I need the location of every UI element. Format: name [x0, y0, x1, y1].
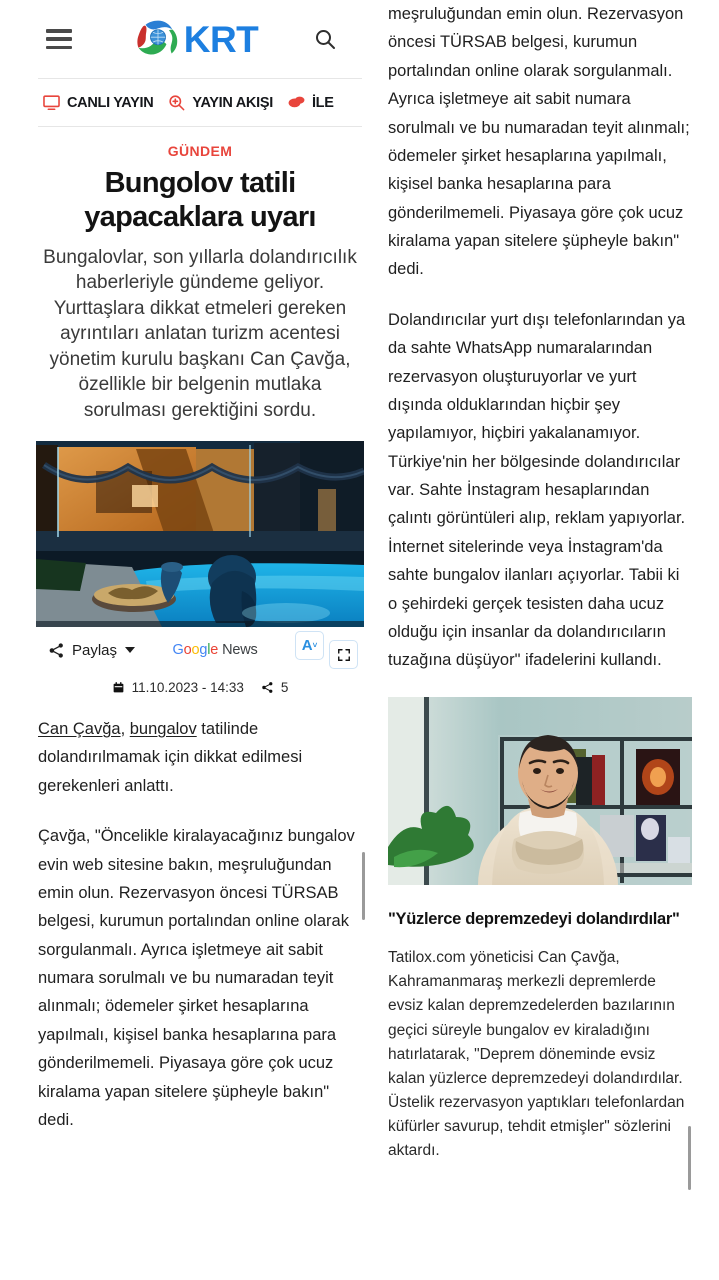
article-summary: Bungalovlar, son yıllarla dolandırıcılık haberleriyle gündeme geliyor. Yurttaşlara dikkat etmeleri gereken ayrıntıları anlatan turizm acentesi yönetim kurulu başkanı Can Çavğa, özellikle bir belgenin mutlaka sorulması gerektiğini sordu.	[43, 246, 357, 421]
left-column	[36, 0, 364, 1280]
nav-label: CANLI YAYIN	[67, 94, 154, 111]
article-toolbar	[36, 627, 364, 673]
quote-paragraph: Çavğa, "Öncelikle kiralayacağınız bungalov evin web sitesine bakın, meşruluğundan emin olun. Rezervasyon öncesi TÜRSAB belgesi, kurumun portalından online olarak sorgulanmalı. Ayrıca işletmeye ait sabit numara sorulmalı ve bu numaradan teyit alınmalı; ödemeler şirket hesaplarına yapılmalı, kişisel banka hesaplarına para gönderilmemeli. Piyasaya göre çok ucuz kiralama yapan sitelere şüpheyle bakın" dedi.	[38, 827, 355, 1129]
calendar-icon	[112, 681, 125, 694]
right-column	[388, 0, 692, 1280]
share-count-icon	[261, 681, 274, 694]
primary-nav	[36, 79, 364, 126]
gnews-letter: e	[210, 642, 219, 659]
paragraph-2: Dolandırıcılar yurt dışı telefonlarından ya da sahte WhatsApp numaralarından rezervasyon oluşturuyorlar ve yurt dışında olduklarından hiçbir şey yapılamıyor, hiçbiri yakalanamıyor. Türkiye'nin her bölgesinde dolandırıcılar var. Sahte İnstagram hesaplarından çalıntı görüntüleri alıp, reklam yapıyorlar. İnternet sitelerinde veya İnstagram'da sahte bungalov ilanları açıyorlar. Tabii ki o şehirdeki gerçek tesisten daha ucuz olduğu için insanlar da dolandırıcıların tuzağına düşüyor" ifadelerini kullandı.	[388, 310, 686, 670]
page-title: Bungolov tatili yapacaklara uyarı	[84, 167, 316, 233]
nav-item-yayin-akisi[interactable]	[167, 93, 273, 112]
share-icon	[48, 642, 65, 659]
paragraph-3: Tatilox.com yöneticisi Can Çavğa, Kahramanmaraş merkezli depremlerde evsiz kalan depremzedelerden bazılarının geçici süreyle bungalov ev kiraladığını hatırlatarak, "Deprem döneminde evsiz kalan yüzlerce depremzedeyi dolandırdılar. Üstelik rezervasyon yaptıkları telefonlardan küfürler savurup, tehdit etmişler" sözlerini aktardı.	[388, 949, 685, 1160]
font-size-caret: ˅	[312, 641, 318, 651]
monitor-icon	[42, 93, 61, 112]
share-label: Paylaş	[72, 641, 118, 659]
chat-bubbles-icon	[287, 93, 306, 112]
tool-buttons	[295, 631, 358, 669]
can-cavga-portrait-photo	[388, 697, 692, 885]
gnews-letter: G	[172, 642, 184, 659]
continuation-paragraph: meşruluğundan emin olun. Rezervasyon öncesi TÜRSAB belgesi, kurumun portalından online olarak sorgulanmalı. Ayrıca işletmeye ait sabit numara sorulmalı ve bu numaradan teyit alınmalı; ödemeler şirket hesaplarına yapılmalı, kişisel banka hesaplarına para gönderilmemeli. Piyasaya göre çok ucuz kiralama yapan sitelere şüpheyle bakın" dedi.	[388, 5, 690, 279]
left-scrollbar[interactable]	[362, 852, 365, 920]
link-bungalov[interactable]: bungalov	[129, 720, 197, 739]
nav-item-canli-yayin[interactable]	[42, 93, 153, 112]
gnews-letter: l	[207, 642, 211, 659]
gnews-word: News	[222, 642, 258, 659]
gnews-letter: o	[191, 642, 200, 659]
site-header	[36, 0, 364, 78]
nav-label: YAYIN AKIŞI	[192, 94, 273, 111]
fullscreen-icon	[337, 648, 351, 662]
link-can-cavga[interactable]: Can Çavğa	[38, 720, 121, 739]
font-size-label: A	[301, 637, 313, 655]
chevron-down-icon	[125, 647, 135, 653]
search-icon[interactable]	[310, 24, 340, 54]
krt-swirl-logo-icon	[136, 17, 180, 61]
hero-image	[36, 441, 364, 627]
article-meta	[36, 673, 364, 701]
brand-text: KRT	[183, 18, 259, 60]
portrait-image	[388, 697, 692, 885]
lead-paragraph	[38, 715, 362, 800]
site-logo[interactable]	[136, 17, 259, 61]
font-size-button[interactable]	[295, 631, 324, 660]
google-news-button[interactable]	[172, 642, 257, 658]
hamburger-icon[interactable]	[46, 29, 72, 49]
right-scrollbar[interactable]	[688, 1126, 691, 1190]
category-kicker[interactable]: GÜNDEM	[167, 143, 233, 159]
right-body	[388, 0, 692, 1164]
nav-item-ile[interactable]	[287, 93, 334, 112]
bungalow-night-photo	[36, 441, 364, 627]
fullscreen-button[interactable]	[329, 640, 358, 669]
lead-rest: tatilinde dolandırılmamak için dikkat edilmesi gerekenleri anlattı.	[38, 720, 303, 795]
share-button[interactable]	[48, 642, 135, 659]
share-count: 5	[280, 679, 289, 695]
publish-date: 11.10.2023 - 14:33	[131, 679, 244, 695]
article-body	[36, 701, 364, 1134]
gnews-letter: g	[199, 642, 208, 659]
magnifier-plus-icon	[167, 93, 186, 112]
nav-divider	[38, 126, 362, 127]
nav-label: İLE	[311, 94, 334, 111]
gnews-letter: o	[183, 642, 192, 659]
section-heading: "Yüzlerce depremzedeyi dolandırdılar"	[388, 909, 680, 928]
lead-comma: ,	[120, 720, 130, 739]
